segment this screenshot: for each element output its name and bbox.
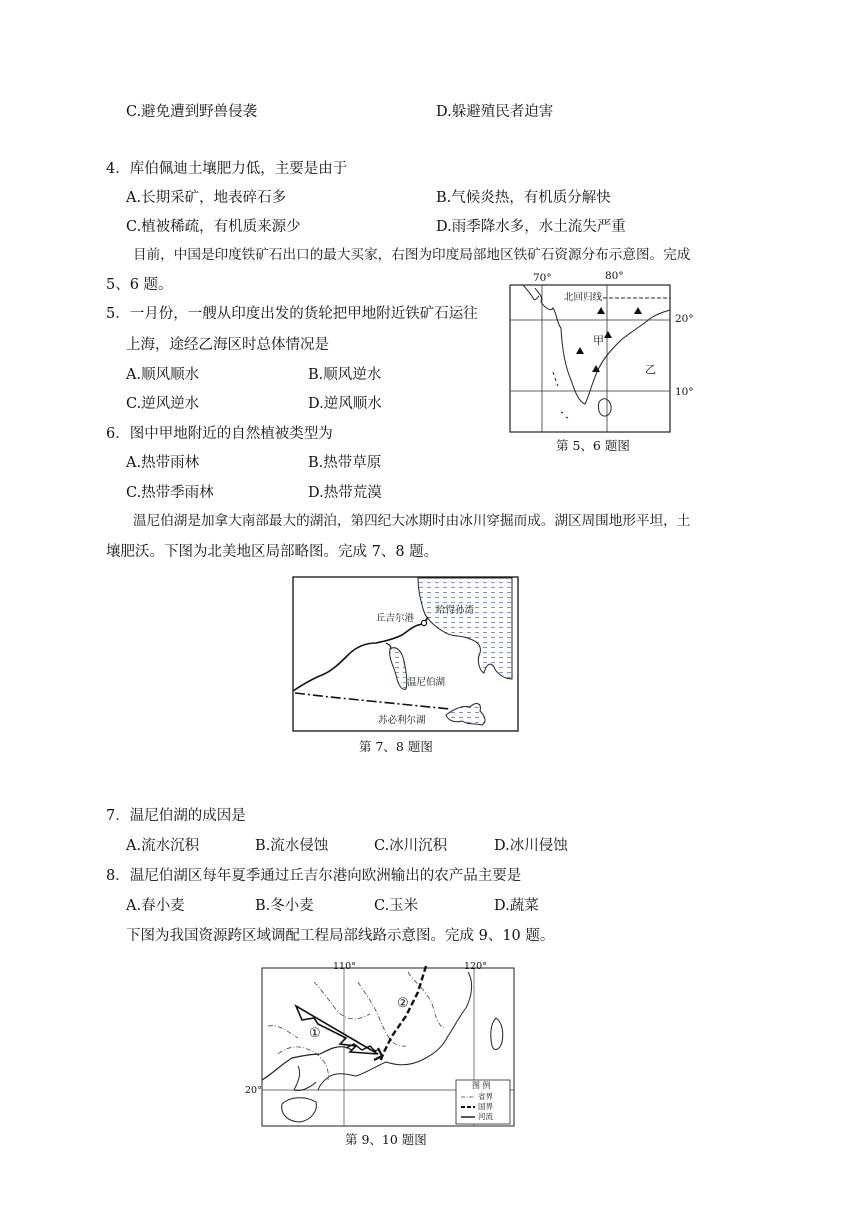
- map-na-superior: 苏必利尔湖: [378, 715, 426, 726]
- route-1-label: ①: [309, 1026, 321, 1041]
- q5-stem-line2: 上海，途经乙海区时总体情况是: [126, 337, 329, 353]
- q6-stem: 6．图中甲地附近的自然植被类型为: [106, 426, 333, 442]
- map-india-lat10: 10°: [675, 386, 694, 398]
- q8-option-b: B.冬小麦: [255, 898, 314, 914]
- map-india-caption: 第 5、6 题图: [556, 438, 630, 453]
- q3-option-c: C.避免遭到野兽侵袭: [126, 104, 258, 120]
- legend-river: 河流: [478, 1112, 493, 1121]
- q4-option-c: C.植被稀疏，有机质来源少: [126, 219, 301, 235]
- map-na-hudson-bay: 哈得孙湾: [436, 605, 475, 616]
- map-na-winnipeg: 温尼伯湖: [407, 677, 446, 688]
- intro-5-6-line1: 目前，中国是印度铁矿石出口的最大买家，右图为印度局部地区铁矿石资源分布示意图。完成: [133, 247, 691, 263]
- q7-stem: 7．温尼伯湖的成因是: [106, 808, 246, 824]
- q6-option-a: A.热带雨林: [126, 455, 200, 471]
- map-china-lat20: 20°: [245, 1085, 262, 1096]
- map-india-lon80: 80°: [605, 270, 624, 282]
- q4-stem: 4．库伯佩迪土壤肥力低，主要是由于: [106, 161, 348, 177]
- legend-national: 国界: [478, 1102, 493, 1111]
- intro-7-8-line1: 温尼伯湖是加拿大南部最大的湖泊，第四纪大冰期时由冰川穿掘而成。湖区周围地形平坦，土: [133, 513, 691, 529]
- q4-option-d: D.雨季降水多，水土流失严重: [436, 219, 626, 235]
- q6-option-d: D.热带荒漠: [308, 485, 382, 501]
- q5-option-a: A.顺风顺水: [126, 367, 200, 383]
- q5-option-c: C.逆风逆水: [126, 396, 200, 412]
- legend-title: 图 例: [472, 1081, 491, 1090]
- map-india-lat20: 20°: [675, 313, 694, 325]
- map-china-caption: 第 9、10 题图: [345, 1132, 427, 1147]
- map-china-lon110: 110°: [333, 961, 356, 972]
- map-india-yi: 乙: [645, 363, 656, 376]
- q5-option-b: B.顺风逆水: [308, 367, 382, 383]
- q4-option-a: A.长期采矿，地表碎石多: [126, 190, 287, 206]
- map-na-caption: 第 7、8 题图: [359, 739, 433, 754]
- q7-option-d: D.冰川侵蚀: [494, 838, 568, 854]
- map-india-jia: 甲: [593, 334, 604, 347]
- q5-stem-line1: 5．一月份，一艘从印度出发的货轮把甲地附近铁矿石运往: [106, 306, 478, 322]
- q7-option-b: B.流水侵蚀: [255, 838, 329, 854]
- map-india-lon70: 70°: [533, 272, 552, 284]
- q5-option-d: D.逆风顺水: [308, 396, 382, 412]
- q8-option-c: C.玉米: [374, 898, 419, 914]
- map-na-churchill: 丘吉尔港: [376, 613, 415, 624]
- map-china-lon120: 120°: [464, 961, 487, 972]
- legend-province: 省界: [478, 1092, 493, 1101]
- q4-option-b: B.气候炎热，有机质分解快: [436, 190, 611, 206]
- q6-option-b: B.热带草原: [308, 455, 382, 471]
- q7-option-c: C.冰川沉积: [374, 838, 448, 854]
- q7-option-a: A.流水沉积: [126, 838, 200, 854]
- intro-7-8-line2: 壤肥沃。下图为北美地区局部略图。完成 7、8 题。: [106, 544, 439, 560]
- q8-stem: 8．温尼伯湖区每年夏季通过丘吉尔港向欧洲输出的农产品主要是: [106, 868, 522, 884]
- churchill-port-dot: [421, 620, 426, 625]
- intro-5-6-line2: 5、6 题。: [106, 277, 173, 293]
- intro-9-10: 下图为我国资源跨区域调配工程局部线路示意图。完成 9、10 题。: [126, 928, 555, 944]
- map-india-tropic: 北回归线: [564, 292, 603, 303]
- q3-option-d: D.躲避殖民者迫害: [436, 104, 554, 120]
- q8-option-d: D.蔬菜: [494, 898, 539, 914]
- q8-option-a: A.春小麦: [126, 898, 185, 914]
- route-2-label: ②: [397, 996, 409, 1011]
- north-america-map: [290, 575, 520, 735]
- q6-option-c: C.热带季雨林: [126, 485, 214, 501]
